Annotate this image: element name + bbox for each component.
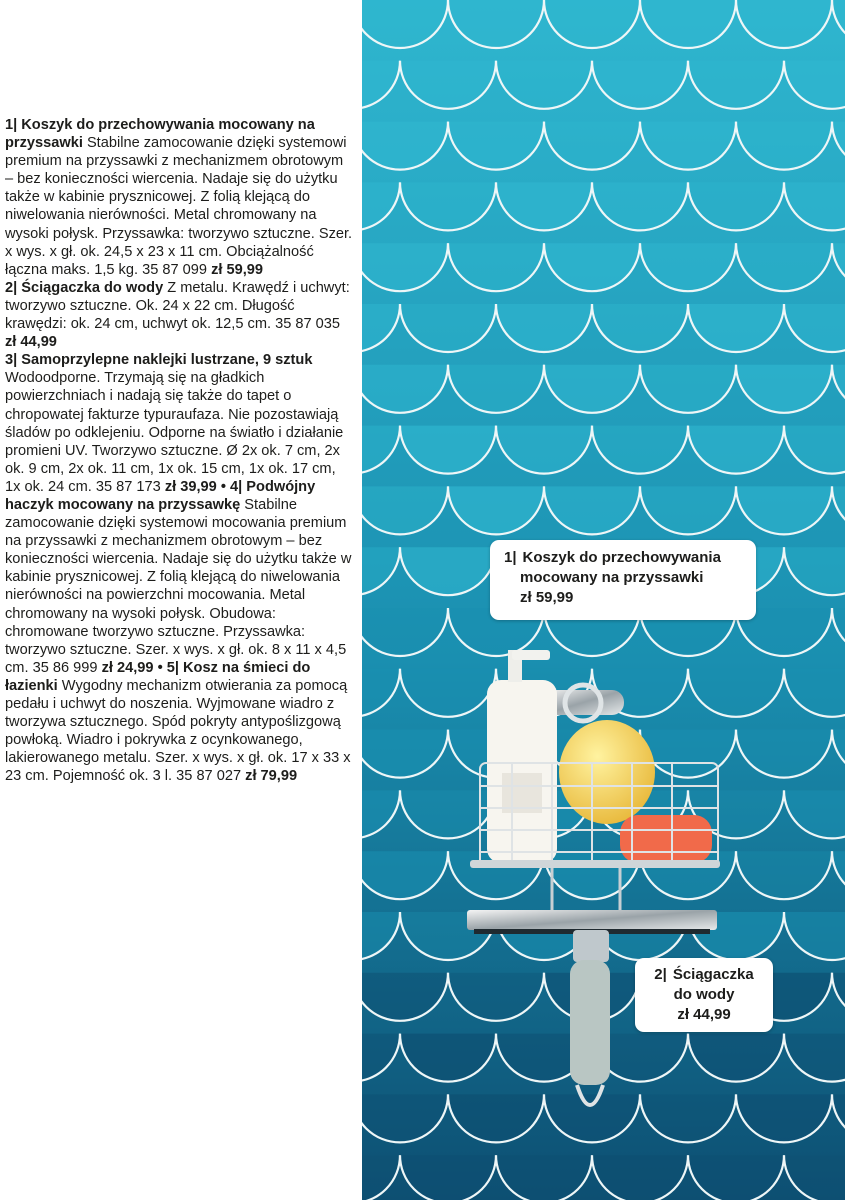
product-5-title: 5| Kosz na śmieci do łazienki: [5, 659, 311, 694]
product-4-price: zł 24,99: [101, 659, 154, 676]
product-2-price: zł 44,99: [5, 334, 57, 351]
basket-base-rail: [470, 860, 720, 868]
bullet-separator: •: [220, 478, 226, 495]
product-1-price: zł 59,99: [211, 261, 264, 278]
product-description-column: [5, 116, 355, 785]
price-callout-squeegee: [635, 958, 773, 1032]
product-4-title: 4| Podwójny haczyk mocowany na przyssawkę: [5, 478, 316, 513]
product-entry-3: [5, 352, 343, 495]
product-5-description: Wygodny mechanizm otwierania za pomocą pedału i uchwyt do noszenia. Wyjmowane wiadro z tworzywa sztucznego. Spód pokryty antypoślizgową powłoką. Wiadro i pokrywka z ocynkowanego, lakierowanego metalu. Szer. x wys. x gł. ok. 17 x 33 x 23 cm. Pojemność ok. 3 l.: [5, 677, 351, 785]
product-entry-2: [5, 280, 350, 350]
squeegee-handle: [570, 960, 610, 1085]
product-entry-4: [5, 479, 351, 676]
bullet-separator: •: [157, 659, 163, 676]
product-2-description: Z metalu. Krawędź i uchwyt: tworzywo sztuczne. Ok. 24 x 22 cm. Długość krawędzi: ok. 24 cm, uchwyt ok. 12,5 cm.: [5, 279, 350, 333]
pump-nozzle: [512, 650, 550, 660]
product-2-sku: 35 87 035: [275, 316, 341, 333]
product-1-description: Stabilne zamocowanie dzięki systemowi premium na przyssawki z mechanizmem obrotowym – bez konieczności wiercenia. Nadaje się do użytku także w kabinie prysznicowej. Z folią klejącą do niwelowania nierówności. Metal chromowany na wysoki połysk. Przyssawka: tworzywo sztuczne. Szer. x wys. x gł. ok. 24,5 x 23 x 11 cm. Obciążalność łączna maks. 1,5 kg.: [5, 135, 353, 278]
squeegee-blade: [467, 910, 717, 930]
price-callout-basket: [490, 540, 756, 620]
lotion-bottle: [487, 680, 557, 863]
product-5-sku: 35 87 027: [176, 768, 242, 785]
callout-1-line1: 1| Koszyk do przechowywania: [504, 549, 721, 566]
product-1-title: 1| Koszyk do przechowywania mocowany na przyssawki: [5, 117, 315, 152]
callout-1-line2: mocowany na przyssawki: [520, 569, 704, 586]
callout-2-line2: do wody: [673, 986, 735, 1003]
product-3-description: Wodoodporne. Trzymają się na gładkich powierzchniach i nadają się także do tapet o chropowatej fakturze typuraufaza. Nie pozostawiają śladów po odklejeniu. Odporne na światło i działanie promieni UV. Tworzywo sztuczne. Ø 2x ok. 7 cm, 2x ok. 9 cm, 2x ok. 11 cm, 1x ok. 15 cm, 1x ok. 17 cm, 1x ok. 24 cm.: [5, 370, 344, 495]
product-4-sku: 35 86 999: [32, 659, 98, 676]
callout-2-price: zł 44,99: [677, 1006, 731, 1023]
callout-2-line1: 2| Ściągaczka: [654, 966, 754, 983]
product-4-description: Stabilne zamocowanie dzięki systemowi mocowania premium na przyssawki z mechanizmem obrotowym – bez konieczności wiercenia. Nadaje się do użytku także w kabinie prysznicowej. Z folią klejącą do niwelowania nierówności na powierzchni mocowania. Metal chromowany na wysoki połysk. Obudowa: chromowane tworzywo sztuczne. Przyssawka: tworzywo sztuczne. Szer. x wys. x gł. ok. 8 x 11 x 4,5 cm.: [5, 496, 352, 676]
squeegee-neck: [573, 930, 609, 962]
callout-1-price: zł 59,99: [520, 589, 574, 606]
product-3-title: 3| Samoprzylepne naklejki lustrzane, 9 sztuk: [5, 352, 313, 369]
product-5-price: zł 79,99: [245, 768, 298, 785]
product-1-sku: 35 87 099: [142, 261, 208, 278]
product-2-title: 2| Ściągaczka do wody: [5, 279, 164, 296]
product-entry-1: [5, 117, 352, 278]
soap-bar: [620, 815, 712, 863]
product-entry-5: [5, 660, 351, 785]
product-3-price: zł 39,99: [164, 478, 217, 495]
product-3-sku: 35 87 173: [95, 478, 161, 495]
